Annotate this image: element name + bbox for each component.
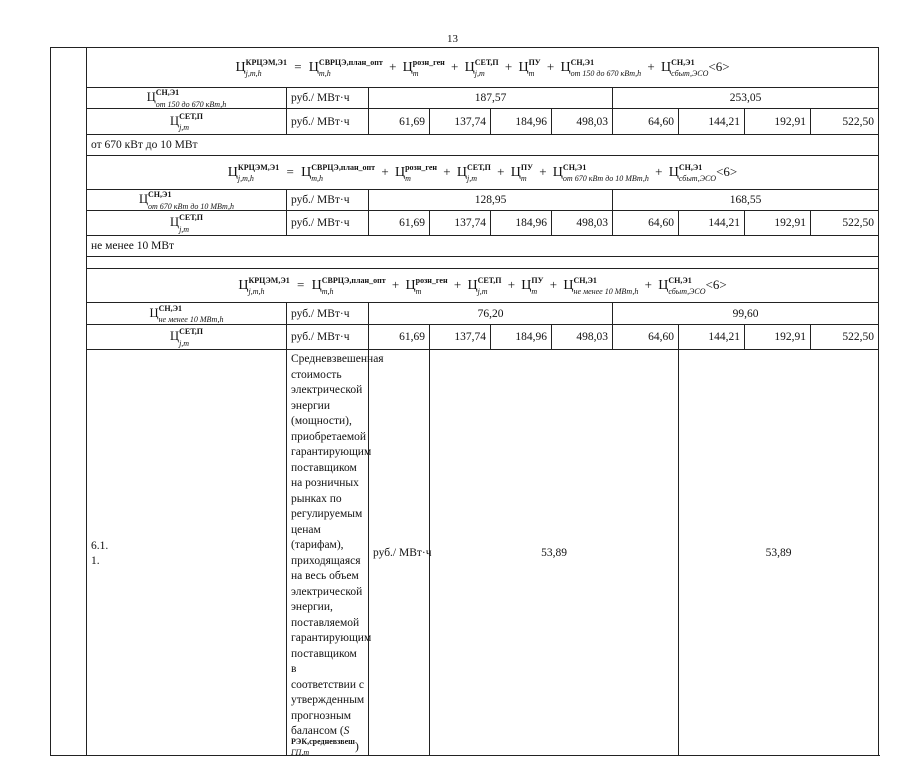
set-value: 61,69 [369,211,430,236]
set-value: 192,91 [745,211,811,236]
set-label: Ц СЕТ,П j,m [87,109,287,135]
unit-cell: руб./ МВт·ч [287,303,369,325]
formula-row-10 [51,269,879,303]
sn-value-b: 168,55 [613,190,879,211]
set-value: 137,74 [430,325,491,350]
row-number: 6.1. 1. [87,350,287,756]
number-cell-empty [51,48,87,756]
set-value: 498,03 [552,325,613,350]
set-row [51,109,879,135]
row-6-1-1 [51,350,879,756]
set-value: 144,21 [679,109,745,135]
unit-cell: руб./ МВт·ч [287,109,369,135]
sn-label: Ц СН,Э1 не менее 10 МВт,h [87,303,287,325]
price-formula: Ц КРЦЭМ,Э1 j,m,h = Ц СВРЦЭ,план_опт m,h + Ц розн_ген m + Ц СЕТ,П j,m + Ц ПУ m + Ц СН,Э1 не менее 10 МВт,h + Ц СН,Э1 сбыт,ЭСО <6> [87,269,879,303]
set-value: 184,96 [491,325,552,350]
unit-cell: руб./ МВт·ч [287,325,369,350]
set-row [51,325,879,350]
set-value: 522,50 [811,109,879,135]
section-title: от 670 кВт до 10 МВт [87,135,879,156]
unit-cell: руб./ МВт·ч [287,190,369,211]
row-description: Средневзвешенная стоимость электрической энергии (мощности), приобретаемой гарантирующим поставщиком на розничных рынках по регулируемым ценам (тарифам), приходящаяся на весь объем электрической энергии, поставляемой гарантирующим поставщиком в соответствии с утвержденным прогнозным балансом (S РЭК,средневзвеш ГП,m ) [287,350,369,756]
set-value: 498,03 [552,109,613,135]
set-value: 64,60 [613,325,679,350]
sn-row-150-670 [51,88,879,109]
price-formula: Ц КРЦЭМ,Э1 j,m,h = Ц СВРЦЭ,план_опт m,h + Ц розн_ген m + Ц СЕТ,П j,m + Ц ПУ m + Ц СН,Э1 от 150 до 670 кВт,h + Ц СН,Э1 сбыт,ЭСО <6> [87,48,879,88]
set-value: 64,60 [613,211,679,236]
set-value: 192,91 [745,109,811,135]
set-value: 137,74 [430,211,491,236]
formula-row-150-670 [51,48,879,88]
set-value: 61,69 [369,325,430,350]
section-title-row [51,236,879,257]
formula-row-670-10 [51,156,879,190]
set-label: Ц СЕТ,П j,m [87,325,287,350]
unit-cell: руб./ МВт·ч [287,211,369,236]
set-value: 522,50 [811,211,879,236]
set-label: Ц СЕТ,П j,m [87,211,287,236]
unit-cell: руб./ МВт·ч [287,88,369,109]
price-formula: Ц КРЦЭМ,Э1 j,m,h = Ц СВРЦЭ,план_опт m,h + Ц розн_ген m + Ц СЕТ,П j,m + Ц ПУ m + Ц СН,Э1 от 670 кВт до 10 МВт,h + Ц СН,Э1 сбыт,ЭСО <6> [87,156,879,190]
avg-value-b: 53,89 [679,350,879,756]
sn-row-10 [51,303,879,325]
sn-value-a: 128,95 [369,190,613,211]
section-title: не менее 10 МВт [87,236,879,257]
avg-value-a: 53,89 [430,350,679,756]
spacer-row [51,257,879,269]
sn-row-670-10 [51,190,879,211]
spacer-cell [87,257,879,269]
set-row [51,211,879,236]
set-value: 498,03 [552,211,613,236]
tariff-table [50,47,879,756]
sn-label: Ц СН,Э1 от 670 кВт до 10 МВт,h [87,190,287,211]
sn-value-a: 187,57 [369,88,613,109]
set-value: 64,60 [613,109,679,135]
set-value: 144,21 [679,211,745,236]
sn-label: Ц СН,Э1 от 150 до 670 кВт,h [87,88,287,109]
set-value: 192,91 [745,325,811,350]
set-value: 144,21 [679,325,745,350]
page-number: 13 [447,33,458,45]
sn-value-b: 253,05 [613,88,879,109]
set-value: 137,74 [430,109,491,135]
sn-value-a: 76,20 [369,303,613,325]
set-value: 522,50 [811,325,879,350]
section-title-row [51,135,879,156]
set-value: 184,96 [491,211,552,236]
sn-value-b: 99,60 [613,303,879,325]
set-value: 61,69 [369,109,430,135]
unit-cell: руб./ МВт·ч [369,350,430,756]
set-value: 184,96 [491,109,552,135]
